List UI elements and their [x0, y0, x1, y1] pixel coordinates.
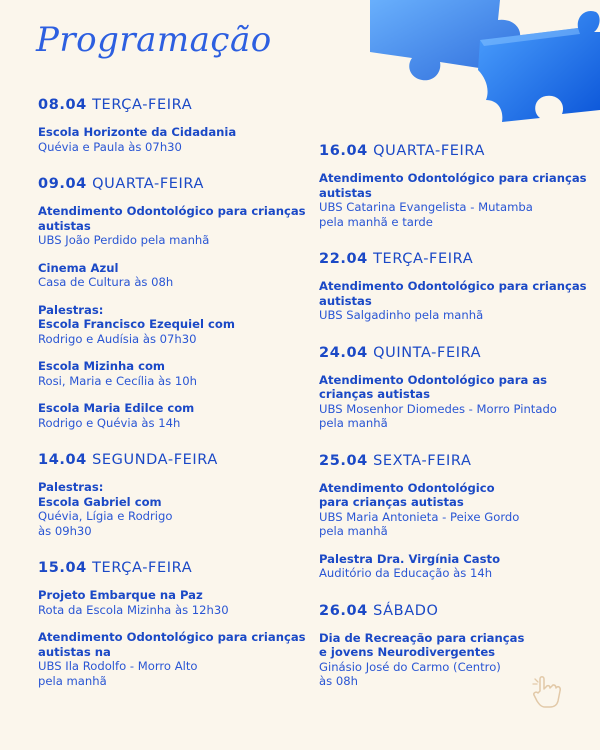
- event-item: [38, 480, 313, 538]
- event-item: [38, 359, 313, 388]
- hand-pointer-icon: [530, 673, 564, 709]
- event-detail: Ginásio José do Carmo (Centro) às 08h: [319, 659, 501, 688]
- day-date: 24.04: [319, 344, 368, 361]
- day-header: [319, 345, 594, 361]
- event-title: Escola Mizinha com: [38, 359, 166, 373]
- day-date: 22.04: [319, 251, 368, 267]
- day-weekday: SÁBADO: [373, 602, 439, 619]
- event-detail: UBS Salgadinho pela manhã: [319, 308, 484, 322]
- event-title: Atendimento Odontológico para crianças autistas na: [38, 630, 306, 659]
- event-item: [38, 125, 313, 154]
- event-title: Atendimento Odontológico para crianças autistas: [38, 204, 306, 233]
- schedule-day: [319, 251, 594, 323]
- event-detail: UBS João Perdido pela manhã: [38, 233, 210, 247]
- day-weekday: TERÇA-FEIRA: [92, 560, 193, 576]
- day-date: 16.04: [319, 143, 368, 159]
- event-detail: Quévia, Lígia e Rodrigo às 09h30: [38, 509, 173, 538]
- day-date: 08.04: [38, 97, 87, 113]
- event-title: Projeto Embarque na Paz: [38, 588, 203, 602]
- schedule-column-left: [38, 97, 313, 710]
- event-detail: Rosi, Maria e Cecília às 10h: [38, 373, 197, 388]
- day-date: 15.04: [38, 560, 87, 576]
- event-detail: UBS Ila Rodolfo - Morro Alto pela manhã: [38, 659, 198, 688]
- schedule-column-right: [319, 143, 594, 711]
- day-date: 14.04: [38, 452, 87, 468]
- day-weekday: TERÇA-FEIRA: [92, 97, 193, 113]
- event-title: Palestras: Escola Gabriel com: [38, 480, 162, 509]
- event-detail: Casa de Cultura às 08h: [38, 275, 174, 289]
- day-header: [38, 452, 313, 468]
- day-header: [38, 97, 313, 113]
- event-item: [319, 552, 594, 581]
- day-weekday: TERÇA-FEIRA: [373, 251, 474, 267]
- event-detail: Rota da Escola Mizinha às 12h30: [38, 602, 229, 617]
- day-weekday: QUINTA-FEIRA: [373, 344, 482, 361]
- event-detail: Quévia e Paula às 07h30: [38, 139, 182, 154]
- event-item: [38, 204, 313, 248]
- day-weekday: SEXTA-FEIRA: [373, 452, 472, 469]
- page-title: Programação: [36, 20, 272, 60]
- day-header: [319, 453, 594, 469]
- event-title: Cinema Azul: [38, 260, 119, 275]
- event-detail: UBS Maria Antonieta - Peixe Gordo pela manhã: [319, 509, 520, 538]
- schedule-day: [38, 560, 313, 688]
- event-item: [319, 279, 594, 323]
- event-item: [319, 373, 594, 431]
- schedule-day: [319, 345, 594, 431]
- event-item: [38, 303, 313, 347]
- puzzle-pieces-icon: [330, 0, 600, 125]
- day-date: 26.04: [319, 602, 368, 619]
- schedule-day: [319, 453, 594, 581]
- event-detail: Rodrigo e Audísia às 07h30: [38, 331, 197, 346]
- schedule-day: [319, 143, 594, 229]
- day-weekday: QUARTA-FEIRA: [373, 143, 486, 159]
- event-title: Palestra Dra. Virgínia Casto: [319, 551, 501, 566]
- day-date: 09.04: [38, 176, 87, 192]
- event-detail: Auditório da Educação às 14h: [319, 566, 493, 580]
- event-title: Palestras: Escola Francisco Ezequiel com: [38, 302, 235, 331]
- event-detail: UBS Mosenhor Diomedes - Morro Pintado pela manhã: [319, 401, 557, 430]
- event-detail: Rodrigo e Quévia às 14h: [38, 415, 181, 430]
- event-title: Atendimento Odontológico para crianças autistas: [319, 480, 495, 509]
- event-title: Atendimento Odontológico para as crianças autistas: [319, 372, 548, 401]
- event-item: [38, 401, 313, 430]
- day-header: [38, 176, 313, 192]
- day-header: [319, 603, 594, 619]
- day-weekday: SEGUNDA-FEIRA: [92, 452, 218, 468]
- schedule-day: [38, 97, 313, 154]
- event-item: [319, 171, 594, 229]
- day-header: [319, 251, 594, 267]
- event-item: [319, 481, 594, 539]
- day-date: 25.04: [319, 452, 368, 469]
- schedule-day: [38, 176, 313, 430]
- event-title: Atendimento Odontológico para crianças autistas: [319, 279, 587, 308]
- schedule-day: [38, 452, 313, 538]
- event-title: Escola Maria Edilce com: [38, 401, 195, 415]
- event-item: [38, 588, 313, 617]
- event-item: [38, 630, 313, 688]
- day-header: [38, 560, 313, 576]
- day-header: [319, 143, 594, 159]
- event-item: [38, 261, 313, 290]
- event-title: Atendimento Odontológico para crianças autistas: [319, 171, 587, 200]
- event-title: Escola Horizonte da Cidadania: [38, 125, 237, 139]
- day-weekday: QUARTA-FEIRA: [92, 176, 205, 192]
- event-detail: UBS Catarina Evangelista - Mutamba pela manhã e tarde: [319, 200, 533, 229]
- event-title: Dia de Recreação para crianças e jovens Neurodivergentes: [319, 630, 525, 659]
